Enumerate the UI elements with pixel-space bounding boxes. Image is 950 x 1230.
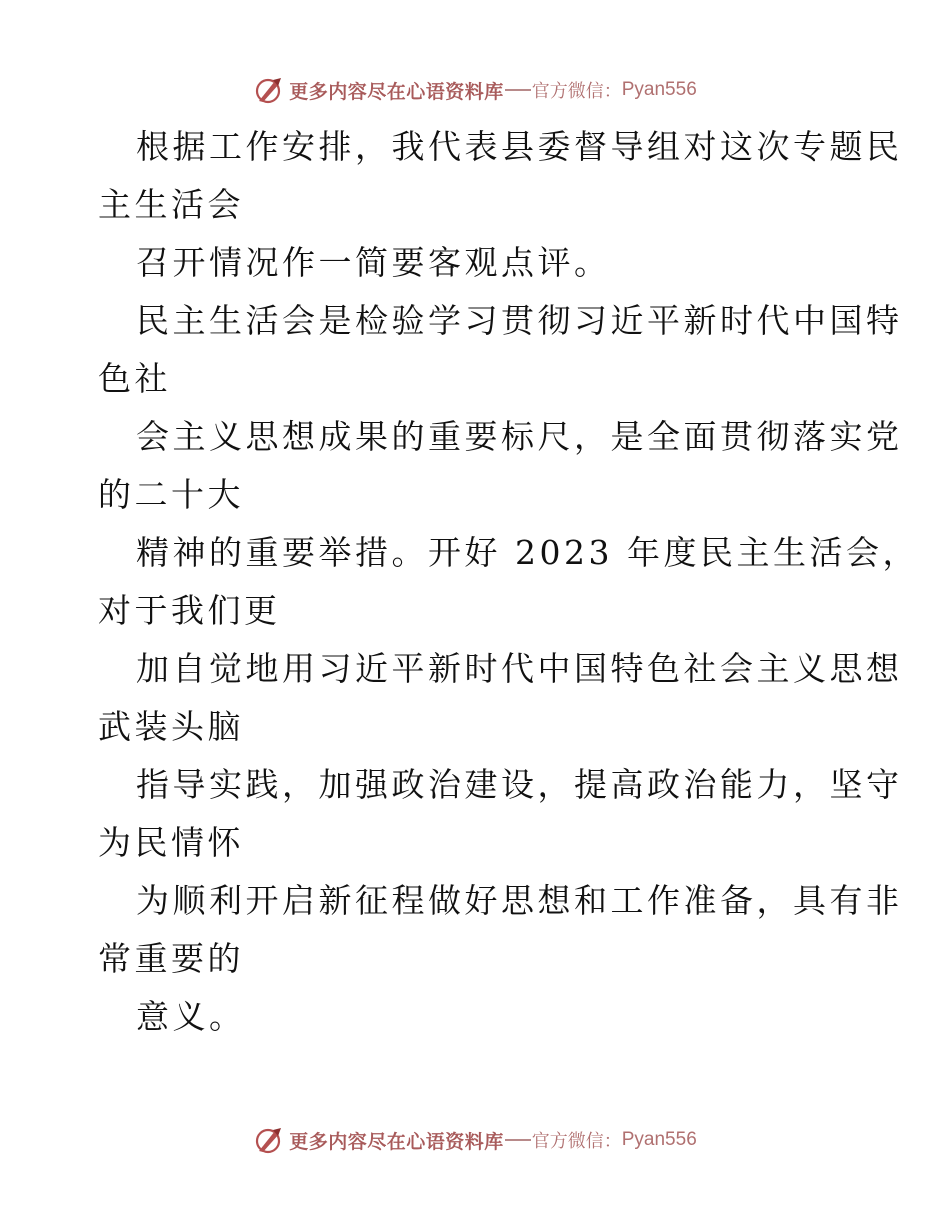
footer-dash-divider [505,1139,531,1141]
footer-watermark-banner [0,1123,950,1157]
body-line: 为顺利开启新征程做好思想和工作准备，具有非 [136,881,903,920]
header-wechat-label: 官方微信： [531,81,622,102]
body-line: 精神的重要举措。开好 2023 年度民主生活会， [136,533,919,572]
header-wechat-id: Pyan556 [621,79,697,100]
body-line: 加自觉地用习近平新时代中国特色社会主义思想 [136,649,903,688]
footer-wechat-id: Pyan556 [621,1129,697,1150]
body-line: 根据工作安排，我代表县委督导组对这次专题民 [136,127,903,166]
quill-pen-logo-icon [253,1125,283,1155]
body-line: 会主义思想成果的重要标尺，是全面贯彻落实党 [136,417,903,456]
body-line: 召开情况作一简要客观点评。 [136,243,611,282]
header-brand-text: 更多内容尽在心语资料库 [289,80,504,103]
footer-brand-text: 更多内容尽在心语资料库 [289,1130,504,1153]
header-watermark-banner [0,73,950,107]
body-line: 常重要的 [98,939,244,978]
body-line: 对于我们更 [98,591,281,630]
body-line: 为民情怀 [98,823,244,862]
body-line: 主生活会 [98,185,244,224]
body-line: 意义。 [136,997,246,1036]
body-line: 的二十大 [98,475,244,514]
body-line: 民主生活会是检验学习贯彻习近平新时代中国特 [136,301,903,340]
body-line: 指导实践，加强政治建设，提高政治能力，坚守 [136,765,903,804]
footer-wechat-label: 官方微信： [531,1131,622,1152]
header-dash-divider [505,89,531,91]
body-line: 色社 [98,359,171,398]
document-body [98,118,919,1046]
body-line: 武装头脑 [98,707,244,746]
quill-pen-logo-icon [253,75,283,105]
